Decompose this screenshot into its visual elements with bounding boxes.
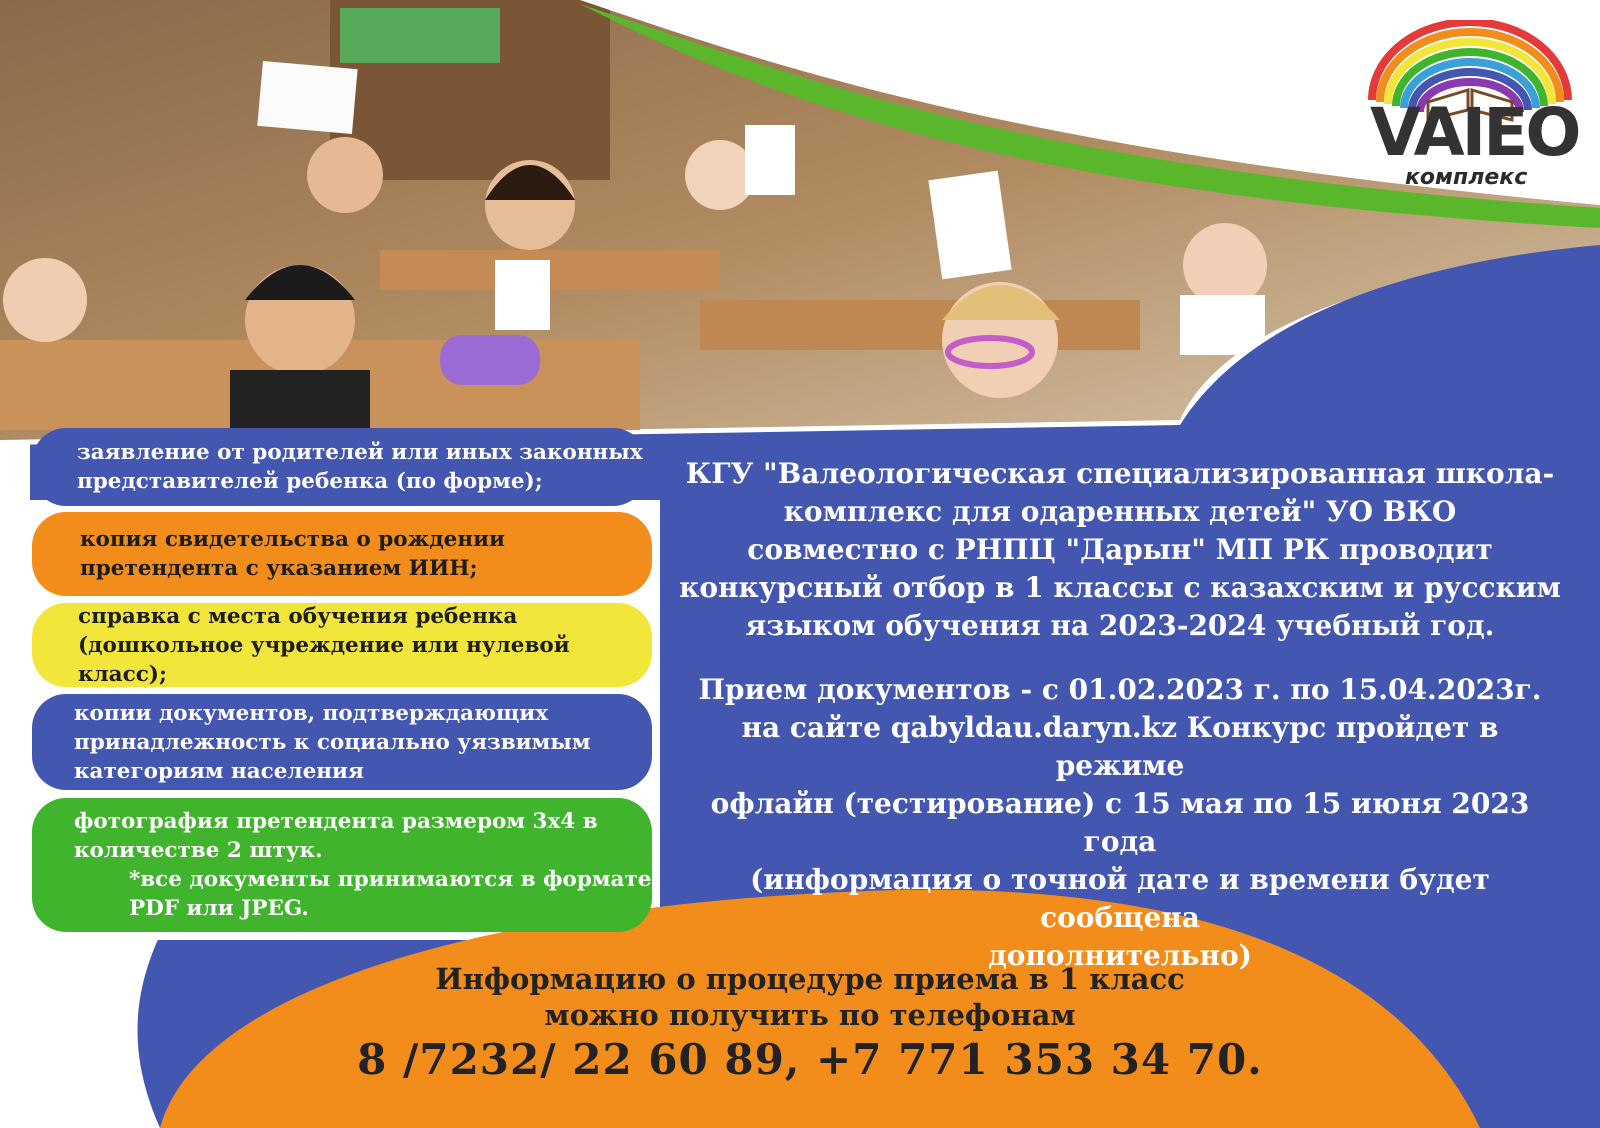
footer-phones: 8 /7232/ 22 60 89, +7 771 353 34 70.	[357, 1035, 1263, 1084]
child	[3, 258, 87, 342]
logo-subtitle: комплекс	[1405, 165, 1528, 190]
document-line: претендента с указанием ИИН;	[80, 556, 478, 581]
card	[257, 61, 357, 134]
pencil-case	[440, 335, 540, 385]
document-line: фотография претендента размером 3х4 в	[74, 809, 598, 834]
document-item-photo	[32, 798, 652, 932]
announcement	[675, 455, 1565, 975]
document-item-application	[32, 428, 647, 506]
document-line: категориям населения	[74, 758, 364, 784]
announcement-line: совместно с РНПЦ "Дарын" МП РК проводит	[747, 533, 1493, 566]
document-line: (дошкольное учреждение или нулевой класс);	[78, 632, 570, 687]
card	[495, 260, 550, 330]
announcement-line: комплекс для одаренных детей" УО ВКО	[783, 495, 1457, 528]
announcement-line: КГУ "Валеологическая специализированная школа-	[685, 457, 1555, 490]
details-line: дополнительно)	[988, 939, 1252, 972]
details-line: на сайте qabyldau.daryn.kz Конкурс пройдет в режиме	[741, 711, 1499, 782]
card	[1180, 295, 1265, 355]
card	[928, 171, 1011, 280]
footer-info-line-1: Информацию о процедуре приема в 1 класс	[435, 962, 1185, 996]
desk	[700, 300, 1140, 350]
document-note: PDF или JPEG.	[129, 896, 309, 921]
child	[685, 140, 755, 210]
document-line: представителей ребенка (по форме);	[77, 469, 543, 494]
details-line: офлайн (тестирование) с 15 мая по 15 июня 2023 года	[710, 787, 1530, 858]
document-line: заявление от родителей или иных законных	[77, 440, 643, 465]
document-line: количестве 2 штук.	[74, 838, 323, 863]
document-line: справка с места обучения ребенка	[78, 603, 518, 629]
document-item-birth-certificate	[32, 512, 652, 596]
child	[307, 137, 383, 213]
document-line: принадлежность к социально уязвимым	[74, 729, 591, 755]
document-note: *все документы принимаются в формате	[129, 867, 652, 892]
document-item-social-status	[32, 694, 652, 790]
details-line: Прием документов - с 01.02.2023 г. по 15.04.2023г.	[698, 673, 1542, 706]
logo-wordmark: VAIEO	[1370, 94, 1579, 171]
books	[340, 8, 500, 63]
white-footer-left	[0, 935, 160, 1128]
footer-info-line-2: можно получить по телефонам	[544, 998, 1076, 1032]
announcement-line: конкурсный отбор в 1 классы с казахским и русским	[679, 571, 1561, 604]
document-line: копии документов, подтверждающих	[74, 700, 549, 726]
document-line: копия свидетельства о рождении	[80, 527, 505, 552]
child	[1183, 223, 1267, 307]
announcement-line: языком обучения на 2023-2024 учебный год.	[745, 609, 1495, 642]
document-item-study-certificate	[32, 603, 652, 687]
details-line: (информация о точной дате и времени будет сообщена	[750, 863, 1490, 934]
card	[745, 125, 795, 195]
